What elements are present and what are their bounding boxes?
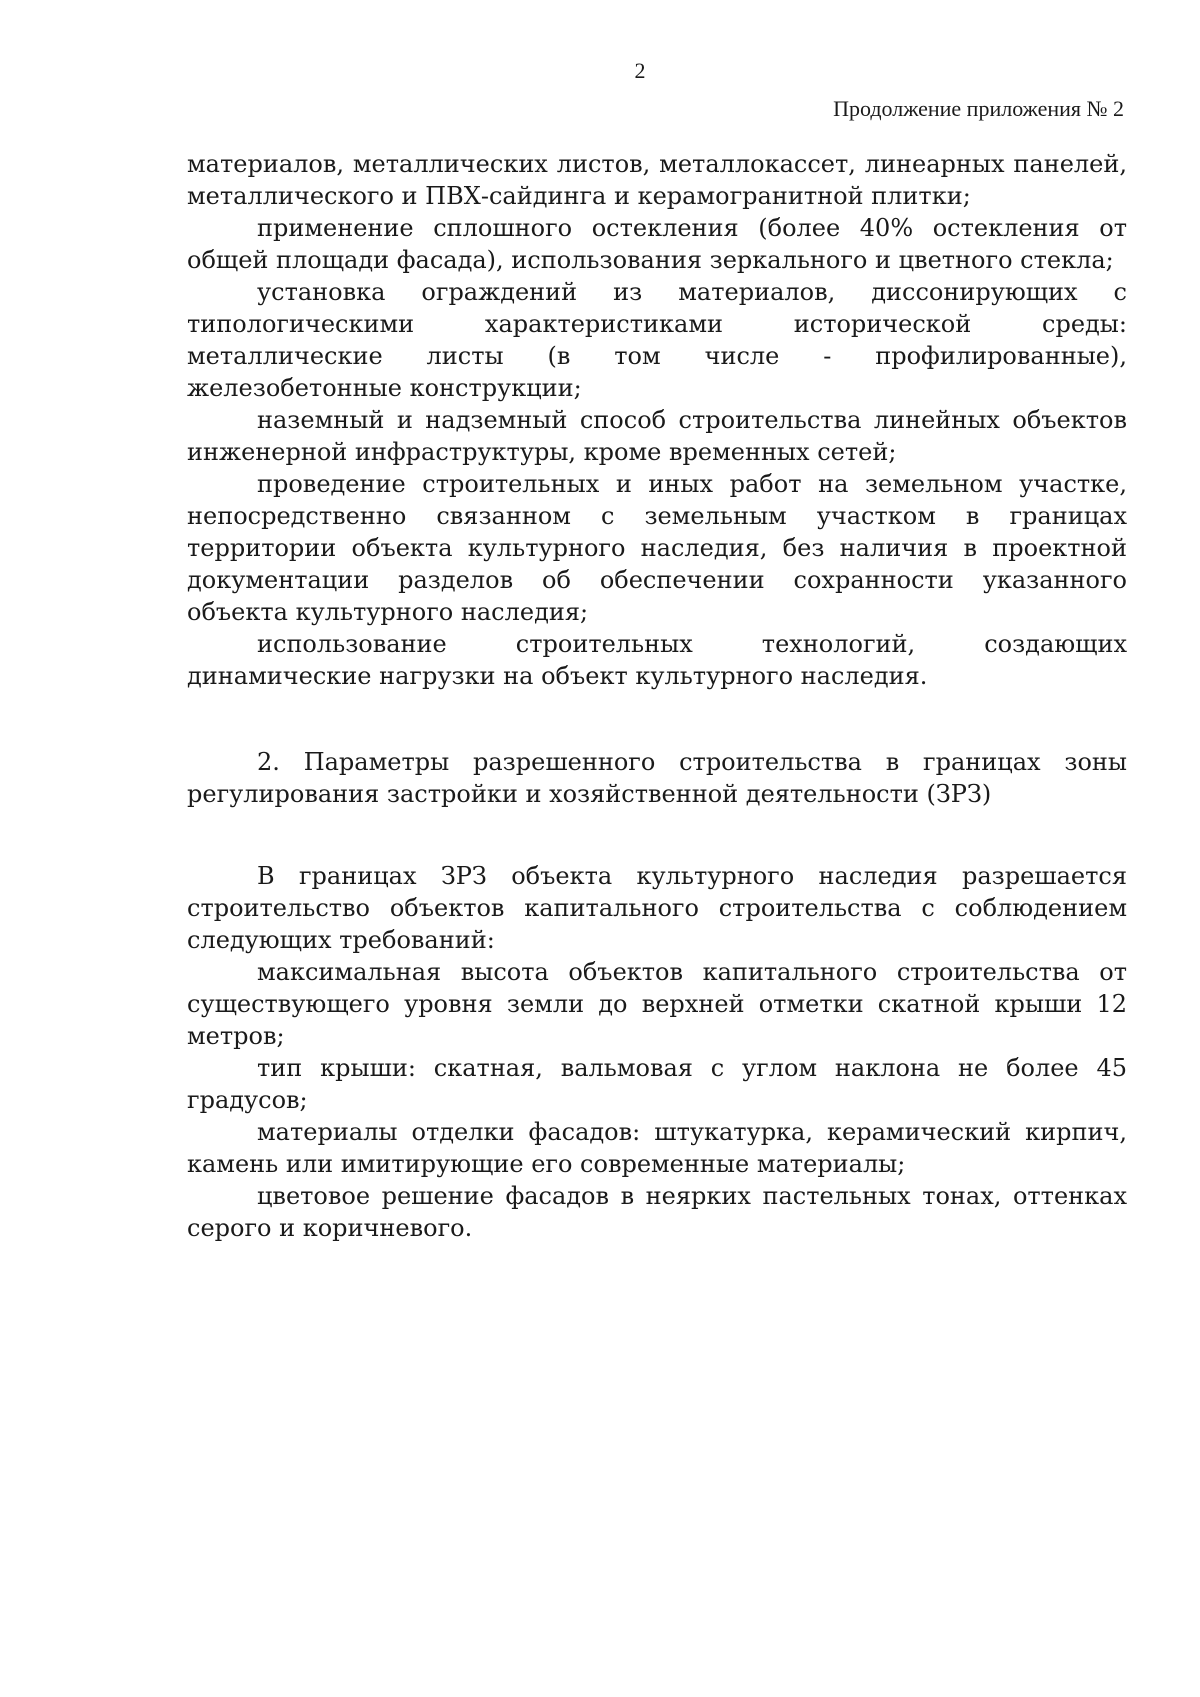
spacer (187, 810, 1127, 860)
paragraph: установка ограждений из материалов, диссонирующих с типологическими характеристиками исторической среды: металлические листы (в том числе - профилированные), железобетонные конструкции; (187, 278, 1127, 402)
paragraph: цветовое решение фасадов в неярких пастельных тонах, оттенках серого и коричневого. (187, 1182, 1127, 1242)
paragraph: использование строительных технологий, создающих динамические нагрузки на объект культурного наследия. (187, 630, 1127, 690)
paragraph: применение сплошного остекления (более 40% остекления от общей площади фасада), использования зеркального и цветного стекла; (187, 214, 1127, 274)
paragraph: материалов, металлических листов, металлокассет, линеарных панелей, металлического и ПВХ-сайдинга и керамогранитной плитки; (187, 150, 1127, 210)
spacer (187, 692, 1127, 746)
paragraph: тип крыши: скатная, вальмовая с углом наклона не более 45 градусов; (187, 1054, 1127, 1114)
paragraph: В границах ЗРЗ объекта культурного наследия разрешается строительство объектов капитального строительства с соблюдением следующих требований: (187, 862, 1127, 954)
paragraph: максимальная высота объектов капитального строительства от существующего уровня земли до верхней отметки скатной крыши 12 метров; (187, 958, 1127, 1050)
document-body (187, 148, 1127, 1244)
paragraph: наземный и надземный способ строительства линейных объектов инженерной инфраструктуры, кроме временных сетей; (187, 406, 1127, 466)
section-heading: 2. Параметры разрешенного строительства в границах зоны регулирования застройки и хозяйственной деятельности (ЗРЗ) (187, 748, 1127, 808)
page-number: 2 (634, 58, 646, 83)
appendix-continuation-note: Продолжение приложения № 2 (833, 96, 1124, 121)
paragraph: материалы отделки фасадов: штукатурка, керамический кирпич, камень или имитирующие его современные материалы; (187, 1118, 1127, 1178)
paragraph: проведение строительных и иных работ на земельном участке, непосредственно связанном с земельным участком в границах территории объекта культурного наследия, без наличия в проектной документации разделов об обеспечении сохранности указанного объекта культурного наследия; (187, 470, 1127, 626)
